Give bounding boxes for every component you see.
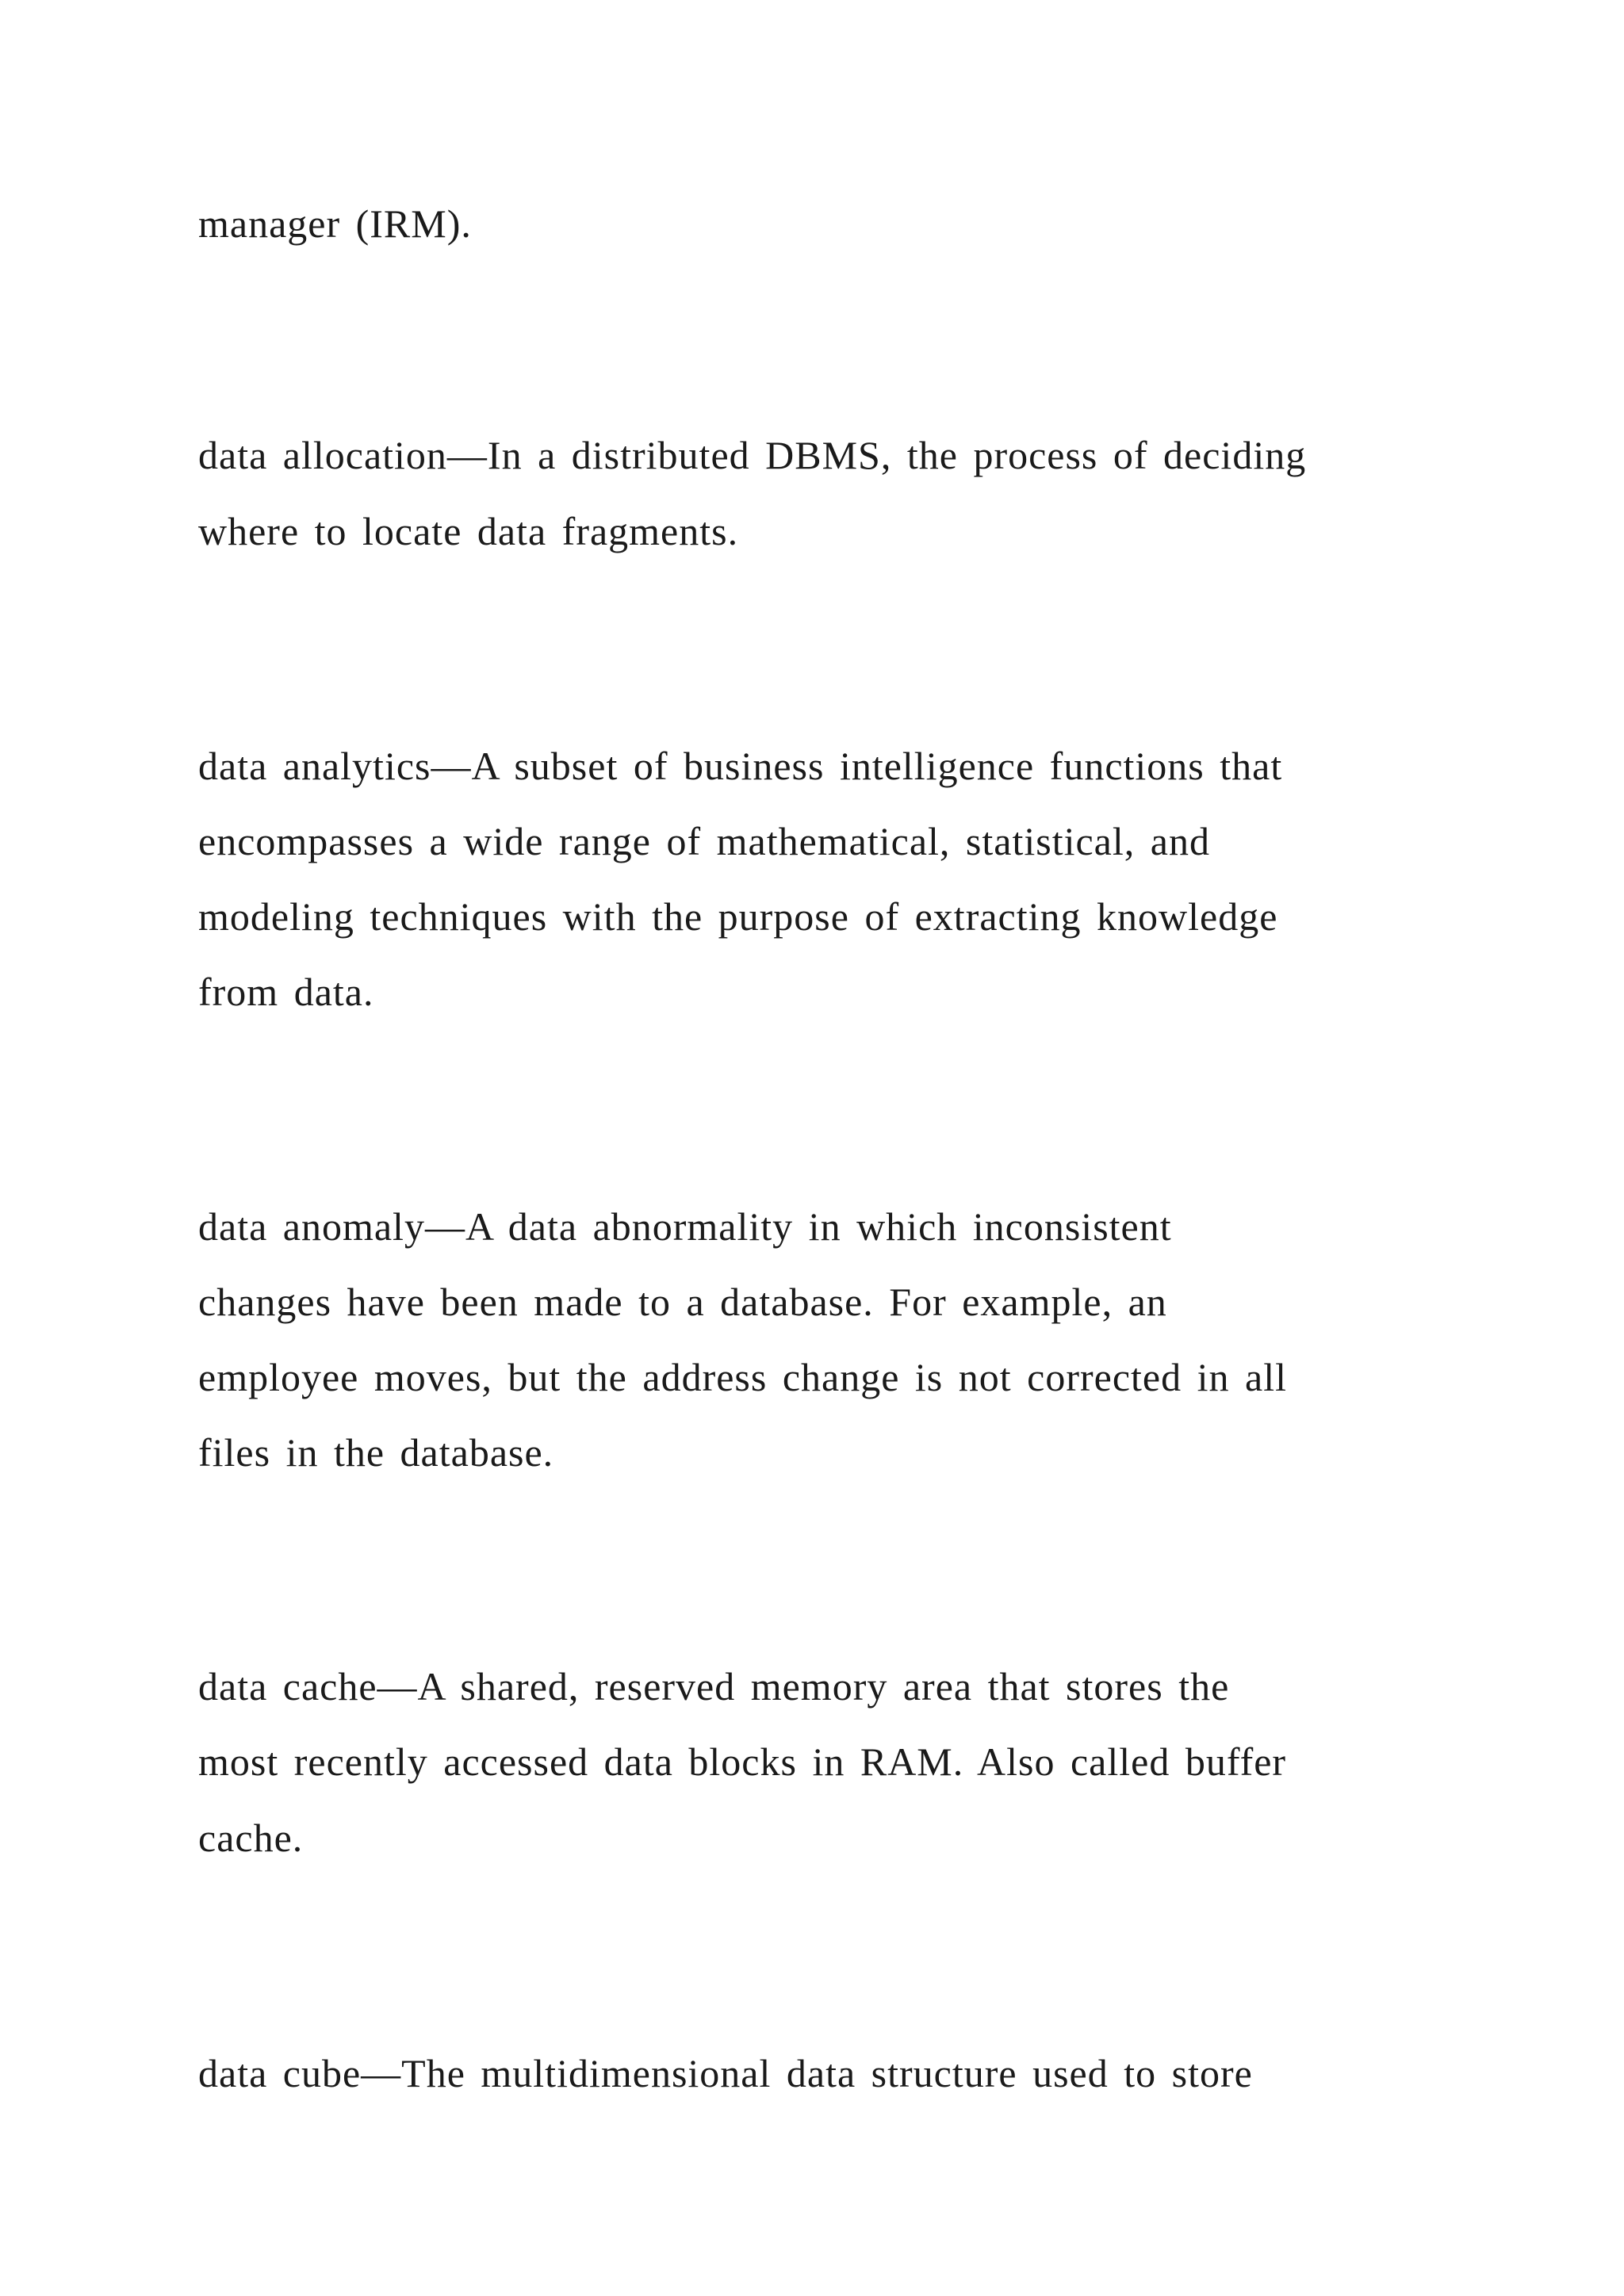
text-line: data cube—The multidimensional data structure used to store — [198, 2051, 1253, 2095]
text-line: encompasses a wide range of mathematical, statistical, and — [198, 819, 1210, 863]
text-line: data analytics—A subset of business intelligence functions that — [198, 744, 1283, 788]
text-line: cache. — [198, 1816, 304, 1860]
text-line: data anomaly—A data abnormality in which inconsistent — [198, 1204, 1172, 1249]
text-line: where to locate data fragments. — [198, 509, 739, 553]
text-line: data allocation—In a distributed DBMS, the process of deciding — [198, 433, 1307, 477]
text-line: employee moves, but the address change is not corrected in all — [198, 1355, 1287, 1399]
text-line: data cache—A shared, reserved memory area that stores the — [198, 1664, 1230, 1709]
text-line: files in the database. — [198, 1430, 554, 1475]
text-line: manager (IRM). — [198, 201, 472, 246]
text-line: changes have been made to a database. For example, an — [198, 1280, 1167, 1324]
text-line: from data. — [198, 970, 374, 1014]
text-line: modeling techniques with the purpose of extracting knowledge — [198, 894, 1278, 939]
text-line: most recently accessed data blocks in RAM. Also called buffer — [198, 1739, 1287, 1784]
